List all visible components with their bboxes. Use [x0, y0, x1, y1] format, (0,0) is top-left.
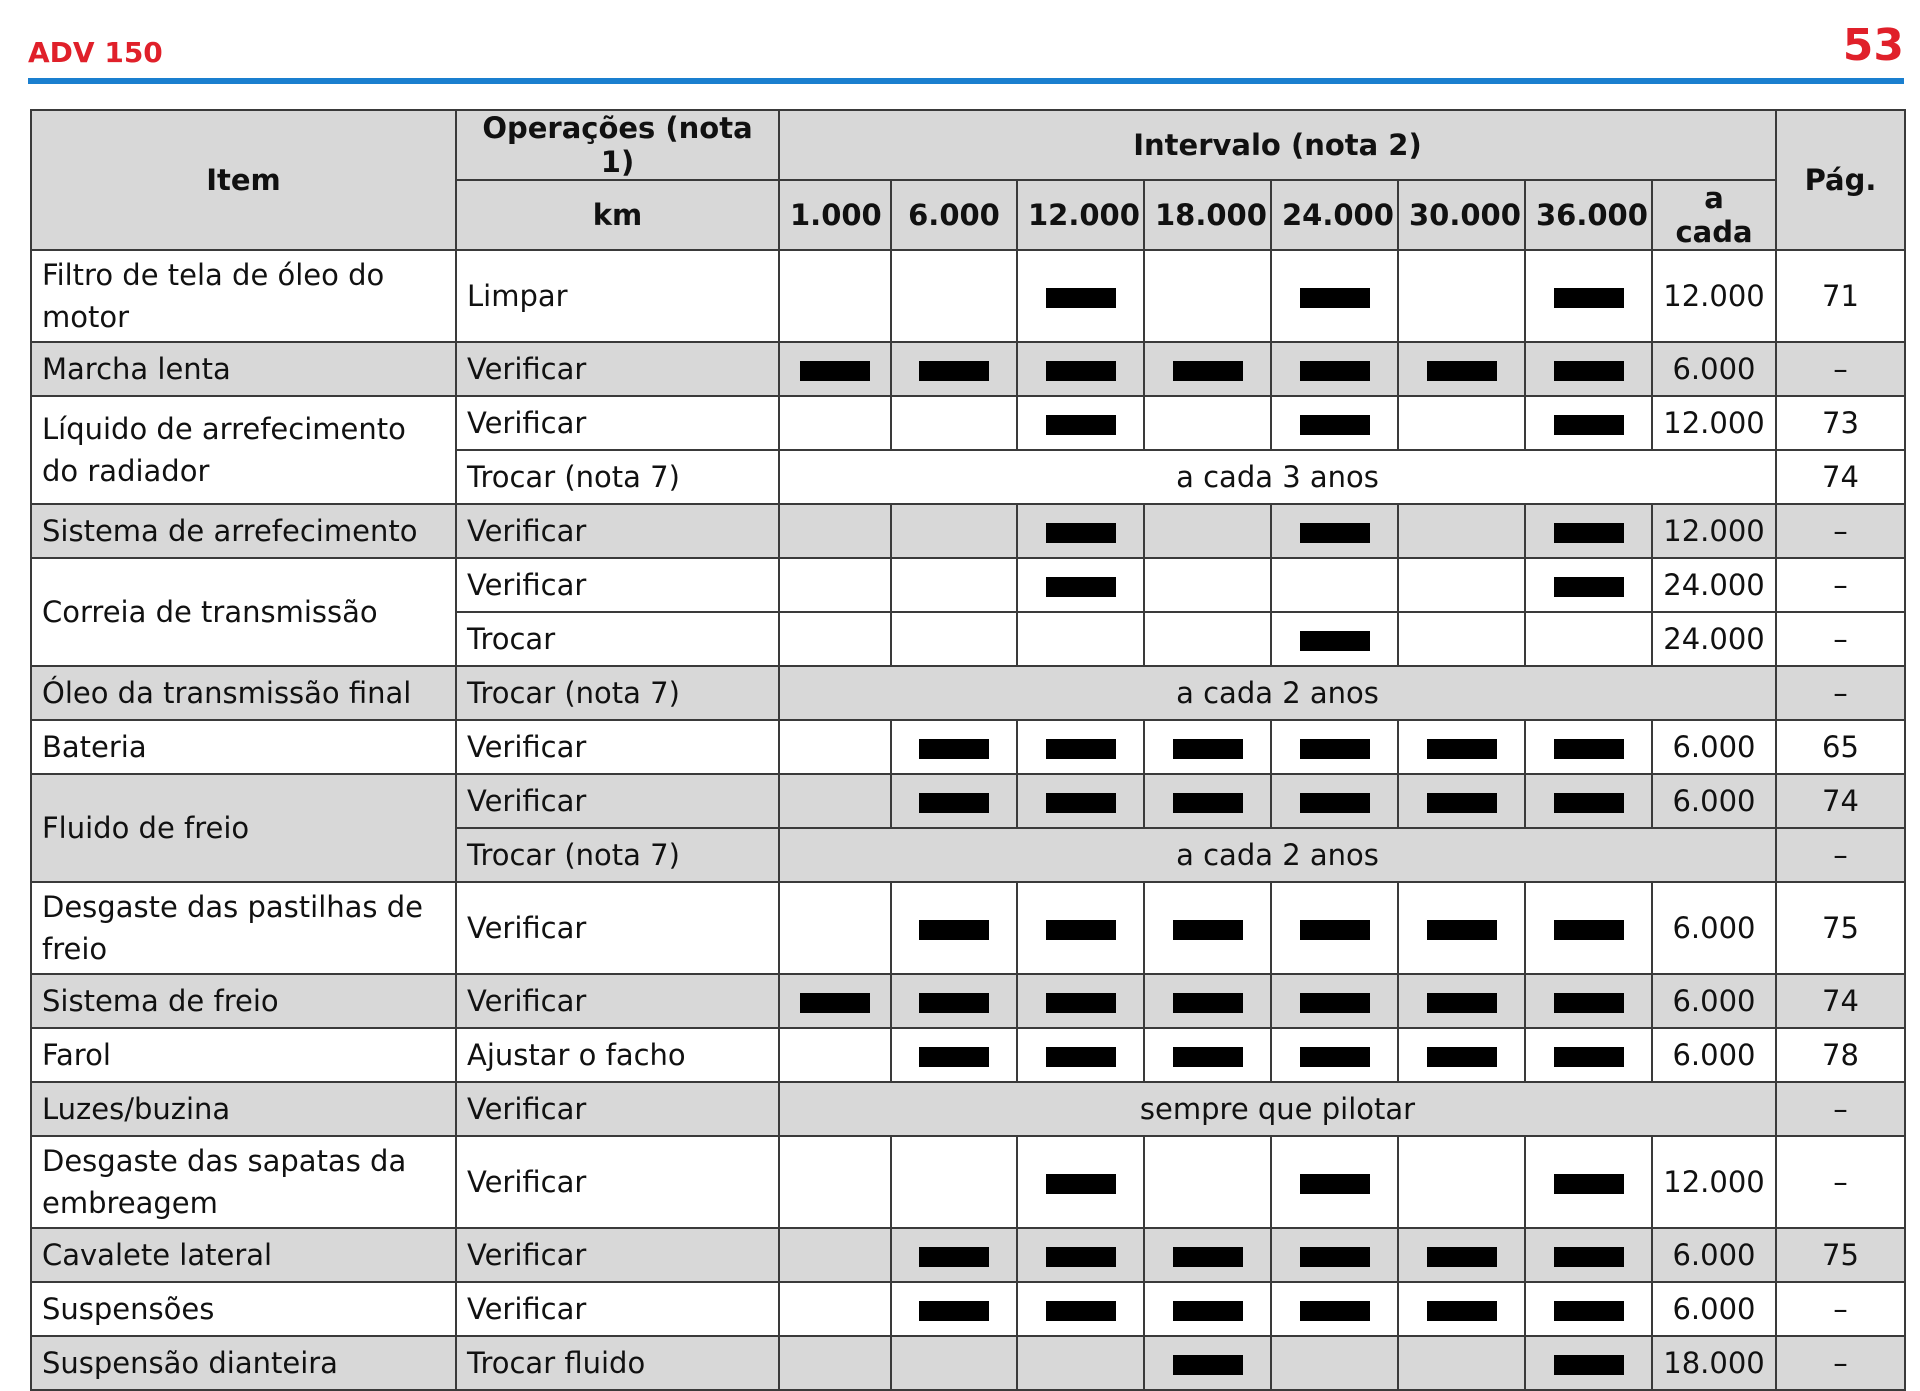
interval-mark — [919, 1247, 989, 1267]
every-cell: 6.000 — [1652, 974, 1776, 1028]
interval-cell — [891, 342, 1017, 396]
interval-cell — [1017, 1136, 1144, 1228]
page-cell: – — [1776, 342, 1905, 396]
interval-cell — [891, 1228, 1017, 1282]
interval-cell — [1398, 720, 1525, 774]
interval-mark — [1554, 1355, 1624, 1375]
interval-mark — [1300, 523, 1370, 543]
interval-cell — [1017, 396, 1144, 450]
operation-cell: Verificar — [456, 720, 779, 774]
table-row — [31, 1136, 1905, 1228]
interval-cell — [1525, 250, 1652, 342]
interval-cell — [779, 558, 891, 612]
interval-cell — [891, 882, 1017, 974]
interval-mark — [800, 361, 870, 381]
interval-cell — [1144, 1228, 1271, 1282]
interval-mark — [1554, 739, 1624, 759]
page-cell: 75 — [1776, 882, 1905, 974]
every-cell: 6.000 — [1652, 774, 1776, 828]
interval-cell — [891, 774, 1017, 828]
interval-cell — [891, 1282, 1017, 1336]
interval-mark — [1300, 631, 1370, 651]
interval-cell — [891, 1336, 1017, 1390]
interval-mark — [1427, 1247, 1497, 1267]
page-cell: – — [1776, 666, 1905, 720]
interval-cell — [1525, 342, 1652, 396]
table-row — [31, 1282, 1905, 1336]
interval-cell — [1017, 882, 1144, 974]
interval-cell — [1017, 1228, 1144, 1282]
interval-cell — [1398, 882, 1525, 974]
interval-mark — [919, 361, 989, 381]
interval-mark — [1046, 361, 1116, 381]
interval-cell — [1144, 974, 1271, 1028]
operation-cell: Verificar — [456, 974, 779, 1028]
interval-cell — [1398, 558, 1525, 612]
interval-mark — [1046, 1047, 1116, 1067]
interval-cell — [891, 974, 1017, 1028]
interval-mark — [1173, 1247, 1243, 1267]
interval-cell — [1017, 974, 1144, 1028]
interval-cell — [1525, 396, 1652, 450]
item-cell: Cavalete lateral — [31, 1228, 456, 1282]
page-cell: 74 — [1776, 450, 1905, 504]
interval-mark — [1173, 739, 1243, 759]
every-cell: 6.000 — [1652, 342, 1776, 396]
every-cell: 12.000 — [1652, 396, 1776, 450]
item-cell: Marcha lenta — [31, 342, 456, 396]
header-km-36000: 36.000 — [1525, 180, 1652, 250]
interval-cell — [779, 504, 891, 558]
interval-mark — [1554, 577, 1624, 597]
interval-cell — [1398, 250, 1525, 342]
interval-cell — [779, 250, 891, 342]
interval-mark — [1300, 1047, 1370, 1067]
page-cell: 71 — [1776, 250, 1905, 342]
interval-cell — [1017, 504, 1144, 558]
interval-cell — [1525, 1028, 1652, 1082]
page-cell: – — [1776, 1136, 1905, 1228]
item-cell: Sistema de freio — [31, 974, 456, 1028]
interval-cell — [1271, 720, 1398, 774]
interval-cell — [1017, 612, 1144, 666]
interval-cell — [891, 612, 1017, 666]
interval-cell — [891, 558, 1017, 612]
interval-mark — [1046, 523, 1116, 543]
page-cell: 65 — [1776, 720, 1905, 774]
interval-cell — [1271, 342, 1398, 396]
interval-cell — [891, 1136, 1017, 1228]
model-title: ADV 150 — [28, 36, 163, 69]
interval-cell — [1017, 774, 1144, 828]
interval-cell — [1271, 1136, 1398, 1228]
page-cell: – — [1776, 1336, 1905, 1390]
interval-cell — [779, 720, 891, 774]
interval-cell — [1398, 504, 1525, 558]
table-row — [31, 558, 1905, 612]
interval-cell — [1144, 1028, 1271, 1082]
table-row — [31, 974, 1905, 1028]
operation-cell: Verificar — [456, 558, 779, 612]
header-km-12000: 12.000 — [1017, 180, 1144, 250]
interval-mark — [1046, 1301, 1116, 1321]
interval-cell — [1525, 1228, 1652, 1282]
interval-mark — [1554, 793, 1624, 813]
interval-cell — [1144, 250, 1271, 342]
item-cell: Sistema de arrefecimento — [31, 504, 456, 558]
interval-mark — [1427, 793, 1497, 813]
interval-mark — [1300, 288, 1370, 308]
interval-cell — [1398, 1228, 1525, 1282]
operation-cell: Verificar — [456, 342, 779, 396]
header-km: km — [456, 180, 779, 250]
item-cell: Fluido de freio — [31, 774, 456, 882]
interval-cell — [1144, 396, 1271, 450]
header-km-6000: 6.000 — [891, 180, 1017, 250]
operation-cell: Trocar — [456, 612, 779, 666]
operation-cell: Verificar — [456, 882, 779, 974]
interval-cell — [1271, 974, 1398, 1028]
every-cell: 12.000 — [1652, 1136, 1776, 1228]
interval-mark — [1046, 415, 1116, 435]
interval-mark — [800, 993, 870, 1013]
page-cell: 75 — [1776, 1228, 1905, 1282]
interval-cell — [1144, 1136, 1271, 1228]
page-cell: – — [1776, 612, 1905, 666]
interval-cell — [1398, 974, 1525, 1028]
page-cell: 74 — [1776, 974, 1905, 1028]
interval-cell — [1271, 1282, 1398, 1336]
interval-cell — [1398, 1028, 1525, 1082]
every-cell: 6.000 — [1652, 1282, 1776, 1336]
interval-cell — [1525, 612, 1652, 666]
header-divider — [28, 78, 1904, 84]
interval-cell — [779, 1336, 891, 1390]
page-cell: – — [1776, 558, 1905, 612]
interval-cell — [1398, 396, 1525, 450]
interval-cell — [1144, 882, 1271, 974]
interval-cell — [1271, 1336, 1398, 1390]
table-row — [31, 774, 1905, 828]
operation-cell: Verificar — [456, 774, 779, 828]
table-row — [31, 250, 1905, 342]
every-cell: 6.000 — [1652, 882, 1776, 974]
interval-cell — [1271, 882, 1398, 974]
interval-mark — [1554, 415, 1624, 435]
interval-cell — [1144, 774, 1271, 828]
operation-cell: Verificar — [456, 1228, 779, 1282]
interval-cell — [1271, 1228, 1398, 1282]
header-km-18000: 18.000 — [1144, 180, 1271, 250]
operation-cell: Trocar (nota 7) — [456, 828, 779, 882]
interval-mark — [1046, 288, 1116, 308]
interval-note-cell: sempre que pilotar — [779, 1082, 1776, 1136]
interval-cell — [1144, 342, 1271, 396]
interval-mark — [1554, 523, 1624, 543]
interval-cell — [1017, 342, 1144, 396]
item-cell: Luzes/buzina — [31, 1082, 456, 1136]
interval-cell — [1398, 1282, 1525, 1336]
operation-cell: Verificar — [456, 1136, 779, 1228]
every-cell: 24.000 — [1652, 612, 1776, 666]
interval-mark — [1173, 1355, 1243, 1375]
interval-mark — [1554, 361, 1624, 381]
interval-mark — [1427, 920, 1497, 940]
operation-cell: Verificar — [456, 1082, 779, 1136]
item-cell: Farol — [31, 1028, 456, 1082]
interval-cell — [1144, 612, 1271, 666]
table-row — [31, 1336, 1905, 1390]
interval-mark — [1046, 993, 1116, 1013]
interval-mark — [919, 1301, 989, 1321]
operation-cell: Verificar — [456, 504, 779, 558]
item-cell: Filtro de tela de óleo do motor — [31, 250, 456, 342]
operation-cell: Trocar (nota 7) — [456, 666, 779, 720]
page-cell: – — [1776, 1282, 1905, 1336]
interval-mark — [1427, 361, 1497, 381]
interval-cell — [1525, 558, 1652, 612]
interval-cell — [779, 1282, 891, 1336]
interval-cell — [1017, 720, 1144, 774]
interval-mark — [1046, 577, 1116, 597]
every-cell: 6.000 — [1652, 1028, 1776, 1082]
interval-mark — [1173, 920, 1243, 940]
item-cell: Desgaste das pastilhas de freio — [31, 882, 456, 974]
interval-cell — [1525, 720, 1652, 774]
page-cell: 78 — [1776, 1028, 1905, 1082]
interval-cell — [1398, 774, 1525, 828]
operation-cell: Verificar — [456, 396, 779, 450]
item-cell: Suspensão dianteira — [31, 1336, 456, 1390]
interval-cell — [1271, 558, 1398, 612]
table-row — [31, 1228, 1905, 1282]
table-row — [31, 1082, 1905, 1136]
header-operations: Operações (nota 1) — [456, 110, 779, 180]
interval-mark — [1300, 1174, 1370, 1194]
interval-mark — [1173, 993, 1243, 1013]
table-row — [31, 396, 1905, 450]
interval-note-cell: a cada 3 anos — [779, 450, 1776, 504]
operation-cell: Trocar (nota 7) — [456, 450, 779, 504]
page-cell: – — [1776, 828, 1905, 882]
every-cell: 12.000 — [1652, 504, 1776, 558]
interval-cell — [1017, 1028, 1144, 1082]
interval-mark — [1554, 993, 1624, 1013]
interval-cell — [1144, 1336, 1271, 1390]
interval-mark — [1300, 920, 1370, 940]
interval-cell — [779, 882, 891, 974]
interval-cell — [891, 720, 1017, 774]
interval-mark — [1427, 1047, 1497, 1067]
table-row — [31, 720, 1905, 774]
interval-cell — [1271, 504, 1398, 558]
every-cell: 18.000 — [1652, 1336, 1776, 1390]
interval-mark — [919, 739, 989, 759]
interval-mark — [1300, 361, 1370, 381]
interval-cell — [1398, 1336, 1525, 1390]
interval-cell — [779, 1136, 891, 1228]
page-cell: – — [1776, 1082, 1905, 1136]
interval-cell — [779, 396, 891, 450]
interval-cell — [1525, 1336, 1652, 1390]
interval-note-cell: a cada 2 anos — [779, 828, 1776, 882]
interval-mark — [1554, 1301, 1624, 1321]
interval-cell — [1525, 504, 1652, 558]
interval-cell — [1017, 558, 1144, 612]
operation-cell: Limpar — [456, 250, 779, 342]
interval-mark — [1046, 739, 1116, 759]
interval-mark — [1554, 1174, 1624, 1194]
table-row — [31, 666, 1905, 720]
interval-mark — [1300, 739, 1370, 759]
interval-cell — [779, 342, 891, 396]
interval-cell — [779, 774, 891, 828]
interval-cell — [1144, 1282, 1271, 1336]
page-cell: 74 — [1776, 774, 1905, 828]
table-row — [31, 342, 1905, 396]
interval-mark — [1046, 1247, 1116, 1267]
page-cell: – — [1776, 504, 1905, 558]
interval-mark — [1173, 793, 1243, 813]
item-cell: Suspensões — [31, 1282, 456, 1336]
maintenance-schedule-table — [30, 109, 1906, 1391]
table-row — [31, 882, 1905, 974]
table-row — [31, 504, 1905, 558]
interval-cell — [1398, 342, 1525, 396]
interval-mark — [1300, 793, 1370, 813]
operation-cell: Verificar — [456, 1282, 779, 1336]
interval-cell — [779, 612, 891, 666]
every-cell: 6.000 — [1652, 1228, 1776, 1282]
interval-mark — [1427, 993, 1497, 1013]
interval-cell — [779, 974, 891, 1028]
interval-cell — [779, 1028, 891, 1082]
interval-mark — [919, 793, 989, 813]
interval-cell — [891, 1028, 1017, 1082]
interval-mark — [1300, 1301, 1370, 1321]
item-cell: Desgaste das sapatas da embreagem — [31, 1136, 456, 1228]
operation-cell: Ajustar o facho — [456, 1028, 779, 1082]
header-km-30000: 30.000 — [1398, 180, 1525, 250]
interval-mark — [1554, 288, 1624, 308]
interval-cell — [1525, 974, 1652, 1028]
interval-mark — [1427, 1301, 1497, 1321]
header-interval: Intervalo (nota 2) — [779, 110, 1776, 180]
interval-cell — [1271, 250, 1398, 342]
item-cell: Líquido de arrefecimento do radiador — [31, 396, 456, 504]
interval-cell — [1017, 250, 1144, 342]
interval-mark — [1173, 1301, 1243, 1321]
interval-mark — [1300, 1247, 1370, 1267]
interval-cell — [1525, 1282, 1652, 1336]
interval-mark — [1046, 1174, 1116, 1194]
interval-cell — [1398, 612, 1525, 666]
interval-mark — [1173, 1047, 1243, 1067]
interval-mark — [1554, 1247, 1624, 1267]
interval-cell — [1271, 1028, 1398, 1082]
interval-mark — [1046, 793, 1116, 813]
interval-cell — [891, 250, 1017, 342]
interval-cell — [1271, 612, 1398, 666]
header-row-1 — [31, 110, 1905, 180]
interval-mark — [1554, 920, 1624, 940]
interval-mark — [919, 920, 989, 940]
interval-note-cell: a cada 2 anos — [779, 666, 1776, 720]
every-cell: 24.000 — [1652, 558, 1776, 612]
page-cell: 73 — [1776, 396, 1905, 450]
interval-mark — [1300, 415, 1370, 435]
interval-mark — [1046, 920, 1116, 940]
interval-mark — [1173, 361, 1243, 381]
interval-mark — [1427, 739, 1497, 759]
every-cell: 6.000 — [1652, 720, 1776, 774]
interval-cell — [891, 396, 1017, 450]
interval-mark — [1300, 993, 1370, 1013]
interval-cell — [1017, 1336, 1144, 1390]
interval-cell — [1271, 774, 1398, 828]
interval-cell — [779, 1228, 891, 1282]
interval-mark — [919, 1047, 989, 1067]
interval-cell — [1525, 882, 1652, 974]
item-cell: Correia de transmissão — [31, 558, 456, 666]
interval-mark — [1554, 1047, 1624, 1067]
header-km-1000: 1.000 — [779, 180, 891, 250]
interval-cell — [1271, 396, 1398, 450]
every-cell: 12.000 — [1652, 250, 1776, 342]
interval-cell — [1398, 1136, 1525, 1228]
interval-cell — [1144, 504, 1271, 558]
table-row — [31, 1028, 1905, 1082]
header-every: a cada — [1652, 180, 1776, 250]
item-cell: Bateria — [31, 720, 456, 774]
interval-cell — [1525, 1136, 1652, 1228]
interval-cell — [1525, 774, 1652, 828]
operation-cell: Trocar fluido — [456, 1336, 779, 1390]
page-number: 53 — [1842, 20, 1904, 71]
header-km-24000: 24.000 — [1271, 180, 1398, 250]
item-cell: Óleo da transmissão final — [31, 666, 456, 720]
header-item: Item — [31, 110, 456, 250]
interval-cell — [1144, 558, 1271, 612]
interval-cell — [1017, 1282, 1144, 1336]
header-page: Pág. — [1776, 110, 1905, 250]
interval-cell — [891, 504, 1017, 558]
interval-cell — [1144, 720, 1271, 774]
interval-mark — [919, 993, 989, 1013]
